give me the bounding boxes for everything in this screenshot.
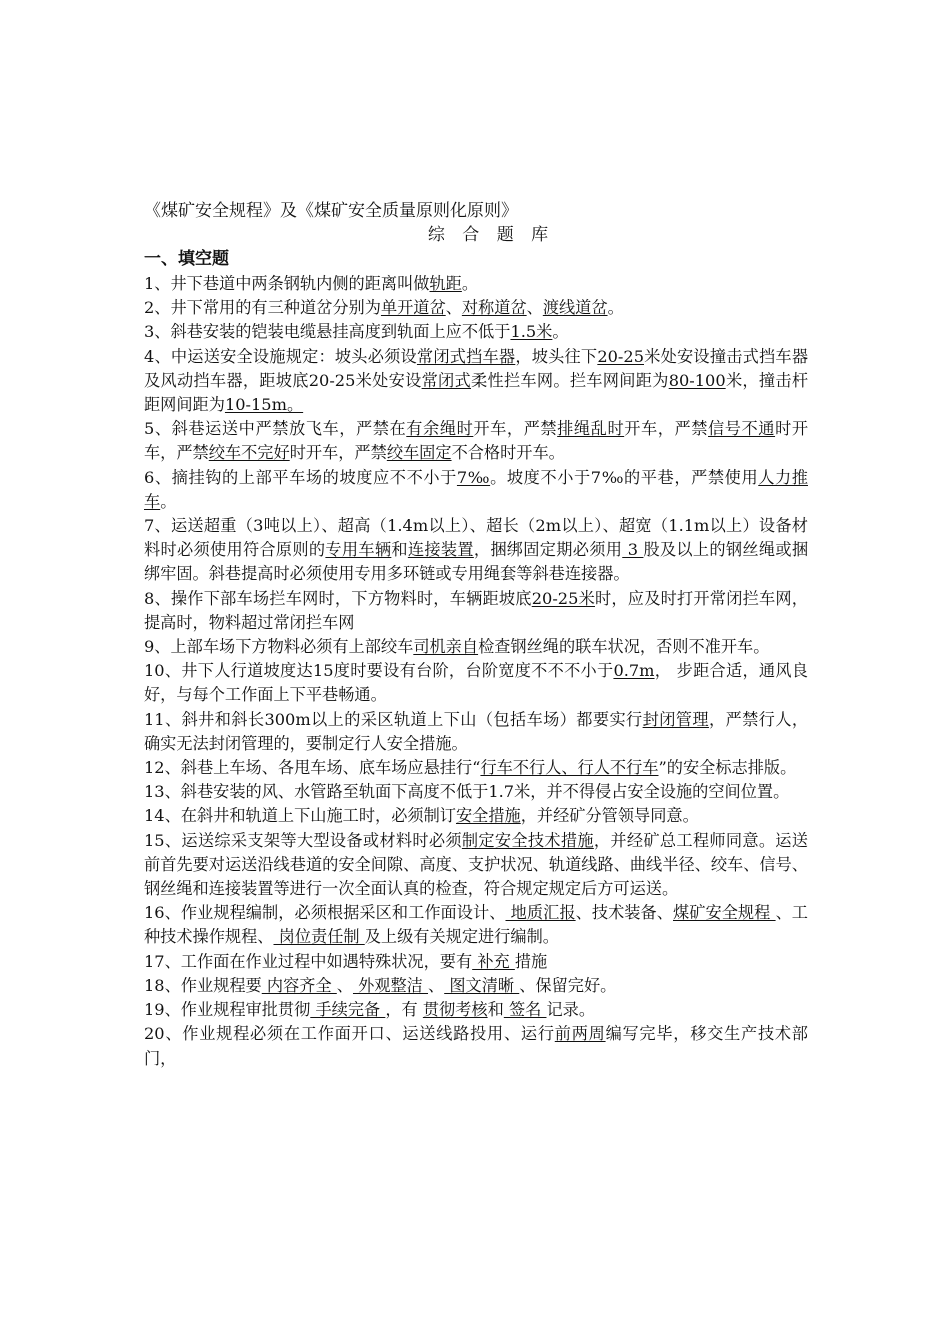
answer-text: 外观整洁	[352, 975, 429, 995]
answer-text: 内容齐全	[261, 975, 337, 995]
answer-text: 0.7m	[613, 661, 655, 681]
answer-text: 渡线道岔	[542, 298, 608, 318]
question-text: ，捆绑固定期必须用	[473, 540, 623, 560]
answer-text: 补充	[472, 951, 515, 971]
question-item	[144, 272, 808, 296]
answer-text: 行车不行人、行人不行车	[480, 758, 659, 778]
answer-text: 对称道岔	[461, 298, 527, 318]
question-text: 柔性拦车网。拦车网间距为	[471, 370, 669, 390]
question-item	[144, 345, 808, 418]
question-text: 13、斜巷安装的风、水管路至轨面下高度不低于1.7米，并不得侵占安全设施的空间位置。	[144, 782, 790, 802]
answer-text: 单开道岔	[380, 298, 446, 318]
question-text: 10、井下人行道坡度达15度时要设有台阶，台阶宽度不不不小于	[144, 661, 614, 681]
answer-text: 20-25	[597, 346, 644, 366]
answer-text: 专用车辆	[325, 540, 392, 560]
question-item	[144, 804, 808, 828]
answer-text: 20-25米	[531, 588, 595, 608]
answer-text: 有余绳时	[406, 419, 474, 439]
question-text: 时，应及时打开常闭拦车网，提高时，物料超过常闭拦车网	[144, 588, 808, 632]
question-text: 5、斜巷运送中严禁放飞车，严禁在	[144, 419, 407, 439]
answer-text: 绞车不完好	[208, 443, 290, 463]
question-text: 18、作业规程要	[144, 975, 262, 995]
answer-text: 连接装置	[407, 540, 474, 560]
question-text: 股及以上的钢丝绳或捆绑牢固。斜巷提高时必须使用专用多环链或专用绳套等斜巷连接器。	[144, 540, 809, 584]
question-item	[144, 998, 808, 1022]
question-text: ，坡头往下	[515, 346, 598, 366]
question-text: 。	[461, 274, 479, 293]
answer-text: 地质汇报	[505, 903, 576, 923]
question-text: 7、运送超重（3吨以上）、超高（1.4m以上）、超长（2m以上）、超宽（1.1m以上）设备材料时必须使用符合原则的	[144, 516, 808, 560]
question-item	[144, 708, 808, 756]
answer-text: 签名	[503, 1000, 547, 1020]
question-text: 11、斜井和斜长300m以上的采区轨道上下山（包括车场）都要实行	[144, 709, 643, 729]
question-item	[144, 417, 808, 465]
question-text: 12、斜巷上车场、各甩车场、底车场应悬挂行“	[144, 758, 481, 778]
answer-text: 制定安全技术措施	[461, 830, 594, 850]
answer-text: 绞车固定	[386, 443, 452, 463]
question-text: 编写完毕，移交生产技术部门，	[144, 1024, 808, 1068]
question-item	[144, 901, 808, 949]
question-text: 时开车，严禁	[144, 419, 809, 463]
question-text: 14、在斜井和轨道上下山施工时，必须制订	[144, 806, 456, 826]
answer-text: 轨距	[429, 274, 462, 293]
question-text: 检查钢丝绳的联车状况，否则不准开车。	[478, 637, 770, 657]
question-text: 开车，严禁	[473, 419, 558, 439]
question-text: ，并经矿总工程师同意。运送前首先要对运送沿线巷道的安全间隙、高度、支护状况、轨道线路、曲线半径、绞车、信号、钢丝绳和连接装置等进行一次全面认真的检查，符合规定规定后方可运送。	[144, 830, 808, 899]
document-subtitle: 综 合 题 库	[427, 225, 555, 245]
answer-text: 排绳乱时	[557, 419, 625, 439]
question-text: ，有	[385, 1000, 423, 1020]
answer-text: 常闭式	[421, 370, 471, 390]
question-item	[144, 950, 808, 974]
answer-text: 7‰	[456, 467, 491, 487]
question-text: 2、井下常用的有三种道岔分别为	[144, 298, 381, 318]
question-list	[144, 272, 808, 1071]
question-text: 、技术装备、	[575, 903, 673, 923]
question-item	[144, 466, 808, 514]
answer-text: 3	[622, 540, 644, 560]
question-text: 3、斜巷安装的铠装电缆悬挂高度到轨面上应不低于	[144, 322, 511, 342]
answer-text: 前两周	[554, 1024, 606, 1044]
question-item	[144, 756, 808, 780]
question-item	[144, 320, 808, 344]
section-heading: 一、填空题	[144, 249, 229, 269]
answer-text: 10-15m。	[224, 395, 304, 415]
answer-text: 80-100	[668, 370, 726, 390]
question-text: 15、运送综采支架等大型设备或材料时必须	[144, 830, 462, 850]
question-text: 、保留完好。	[519, 975, 617, 995]
answer-text: 岗位责任制	[273, 927, 365, 947]
question-item	[144, 780, 808, 804]
question-text: 时开车，严禁	[289, 443, 387, 463]
question-item	[144, 514, 808, 587]
question-text: 8、操作下部车场拦车网时，下方物料时，车辆距坡底	[144, 588, 532, 608]
question-text: ”的安全标志排版。	[658, 758, 797, 778]
question-text: 米处安设撞击式挡车器及风动挡车器，距坡底20-25米处安设	[144, 346, 809, 390]
question-text: 9、上部车场下方物料必须有上部绞车	[144, 637, 414, 657]
question-text: ， 步距合适，通风良好，与每个工作面上下平巷畅通。	[144, 661, 808, 705]
answer-text: 司机亲自	[413, 637, 479, 657]
question-text: ，并经矿分管领导同意。	[520, 806, 699, 826]
question-text: 、	[526, 298, 543, 318]
question-text: 和	[391, 540, 408, 560]
question-text: 、	[336, 975, 353, 995]
answer-text: 安全措施	[455, 806, 521, 826]
answer-text: 封闭管理	[642, 709, 709, 729]
question-text: 开车，严禁	[624, 419, 709, 439]
answer-text: 信号不通	[708, 419, 776, 439]
question-text: 。	[160, 491, 177, 511]
answer-text: 贯彻考核	[422, 1000, 488, 1020]
document-page	[144, 200, 808, 1071]
answer-text: 1.5米	[510, 322, 553, 342]
answer-text: 常闭式挡车器	[416, 346, 516, 366]
question-text: 不合格时开车。	[451, 443, 565, 463]
question-text: 米，撞击杆距网间距为	[144, 370, 809, 415]
question-item	[144, 659, 808, 707]
question-text: 记录。	[546, 1000, 596, 1020]
question-text: 16、作业规程编制，必须根据采区和工作面设计、	[144, 903, 506, 923]
question-item	[144, 587, 808, 635]
question-text: 1、井下巷道中两条钢轨内侧的距离叫做	[144, 274, 430, 293]
question-text: 4、中运送安全设施规定：坡头必须设	[144, 346, 417, 366]
question-text: 和	[487, 1000, 504, 1020]
answer-text: 图文清晰	[444, 975, 520, 995]
question-item	[144, 296, 808, 320]
question-item	[144, 635, 808, 659]
question-text: 。	[607, 298, 624, 318]
document-title: 《煤矿安全规程》及《煤矿安全质量原则化原则》	[144, 201, 518, 221]
question-text: 及上级有关规定进行编制。	[364, 927, 559, 947]
answer-text: 手续完备	[310, 1000, 386, 1020]
question-text: 、	[428, 975, 445, 995]
answer-text: 煤矿安全规程	[673, 903, 776, 923]
question-text: 、	[445, 298, 462, 318]
question-text: 。	[552, 322, 569, 342]
question-text: 、工种技术操作规程、	[144, 903, 808, 947]
question-text: 19、作业规程审批贯彻	[144, 1000, 311, 1020]
question-item	[144, 974, 808, 998]
question-text: 。坡度不小于7‰的平巷，严禁使用	[490, 467, 759, 487]
question-text: 措施	[514, 951, 548, 971]
question-text: 6、摘挂钩的上部平车场的坡度应不不小于	[144, 467, 457, 487]
answer-text: 人力推车	[144, 467, 808, 511]
question-item	[144, 829, 808, 902]
question-text: ，严禁行人，确实无法封闭管理的，要制定行人安全措施。	[144, 709, 809, 753]
question-text: 20、作业规程必须在工作面开口、运送线路投用、运行	[144, 1024, 555, 1044]
question-item	[144, 1022, 808, 1070]
question-text: 17、工作面在作业过程中如遇特殊状况，要有	[144, 951, 473, 971]
